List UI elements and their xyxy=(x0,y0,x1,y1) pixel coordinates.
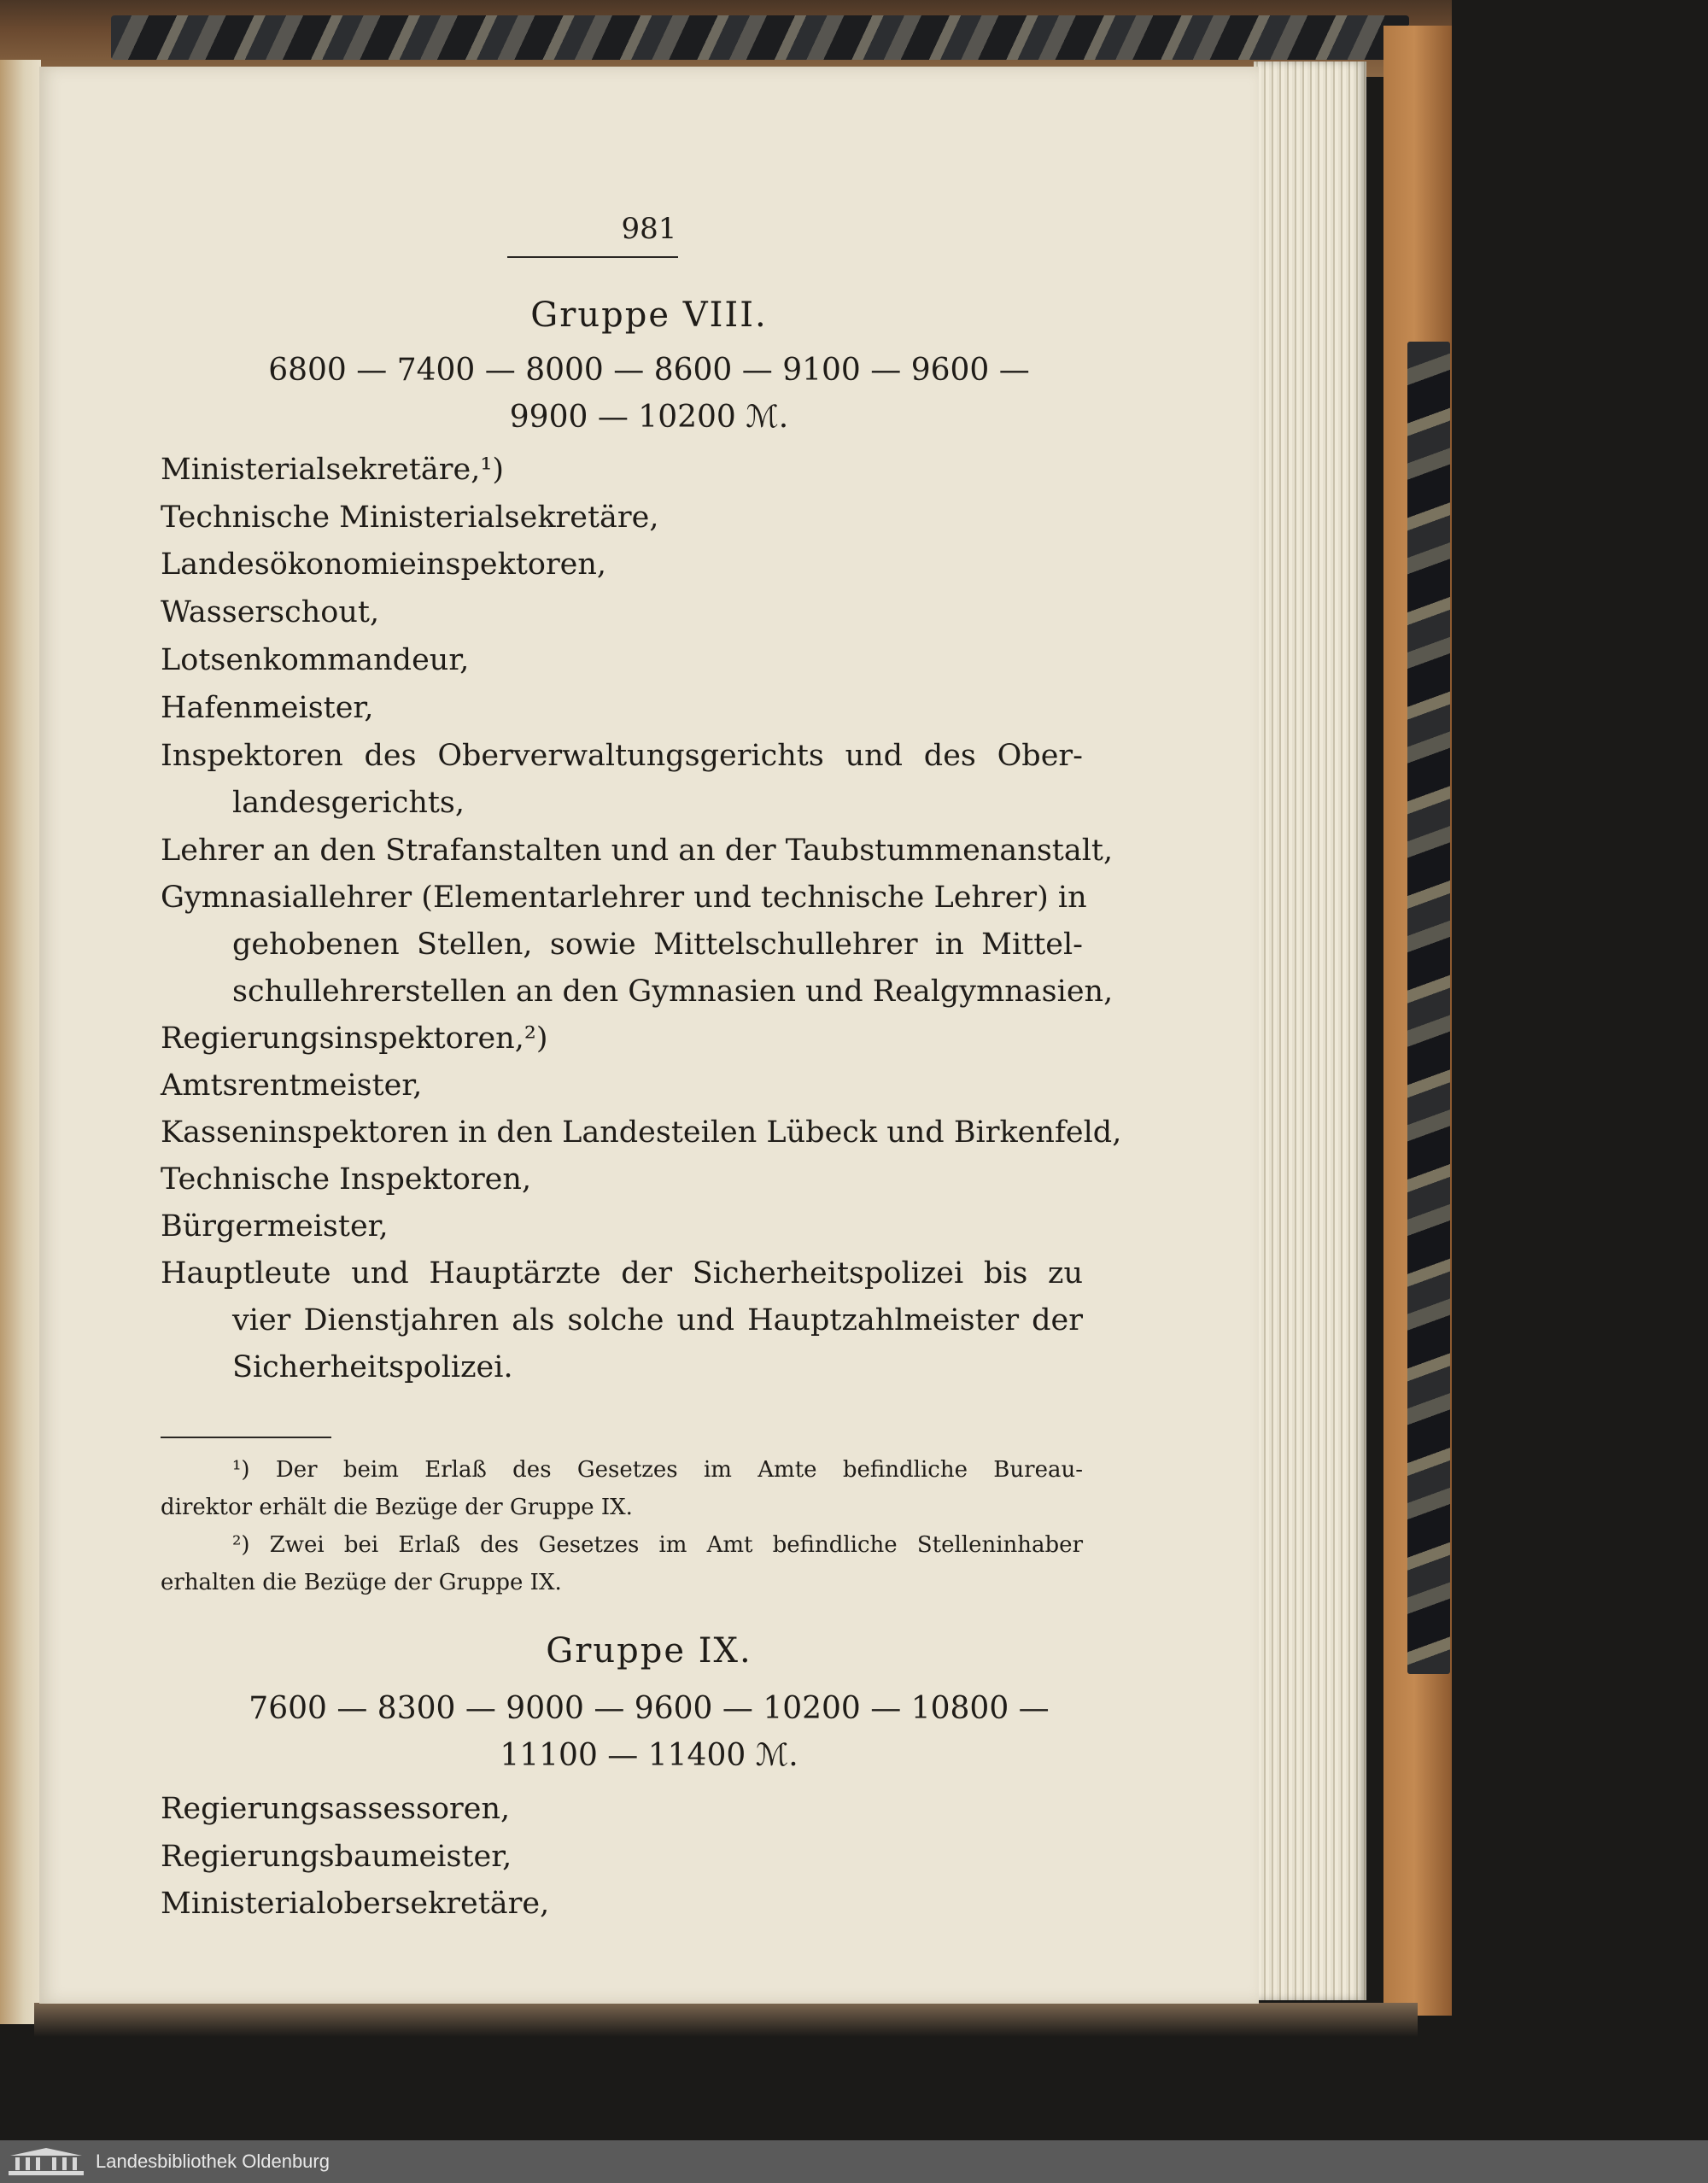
entry-line: Inspektoren des Oberverwaltungsgerichts und des Ober- xyxy=(161,739,1083,773)
entry-line: Lehrer an den Strafanstalten und an der Taubstummenanstalt, xyxy=(161,834,1114,868)
library-building-logo-icon xyxy=(7,2145,85,2178)
group-ix-amounts-line2: 11100 — 11400 ℳ. xyxy=(500,1738,798,1773)
library-name: Landesbibliothek Oldenburg xyxy=(96,2151,330,2172)
entry-line: Amtsrentmeister, xyxy=(161,1068,423,1103)
footnote-rule xyxy=(161,1437,331,1438)
entry-line: Regierungsbaumeister, xyxy=(161,1840,512,1874)
page-block-edges xyxy=(1254,61,1366,2000)
entry-continuation: Sicherheitspolizei. xyxy=(232,1350,513,1384)
entry-line: Technische Inspektoren, xyxy=(161,1162,532,1197)
page xyxy=(39,67,1259,2004)
footnote-line: ¹) Der beim Erlaß des Gesetzes im Amte befindliche Bureau- xyxy=(232,1457,1083,1483)
entry-line: Hafenmeister, xyxy=(161,691,374,725)
bottom-shadow xyxy=(34,2003,1418,2037)
entry-continuation: gehobenen Stellen, sowie Mittelschullehrer in Mittel- xyxy=(232,928,1083,962)
entry-continuation: landesgerichts, xyxy=(232,786,465,820)
entry-continuation: schullehrerstellen an den Gymnasien und Realgymnasien, xyxy=(232,974,1114,1009)
footnote-line: ²) Zwei bei Erlaß des Gesetzes im Amt befindliche Stelleninhaber xyxy=(232,1532,1083,1558)
left-page-edge xyxy=(0,60,41,2024)
entry-line: Gymnasiallehrer (Elementarlehrer und technische Lehrer) in xyxy=(161,881,1087,915)
entry-line: Lotsenkommandeur, xyxy=(161,643,470,677)
entry-line: Technische Ministerialsekretäre, xyxy=(161,500,659,535)
entry-line: Hauptleute und Hauptärzte der Sicherheitspolizei bis zu xyxy=(161,1256,1083,1290)
entry-line: Ministerialobersekretäre, xyxy=(161,1887,550,1921)
entry-line: Ministerialsekretäre,¹) xyxy=(161,453,505,487)
footnote-line: erhalten die Bezüge der Gruppe IX. xyxy=(161,1570,562,1595)
library-footer-bar xyxy=(0,2140,1708,2183)
page-number-rule xyxy=(507,256,678,258)
group-viii-heading: Gruppe VIII. xyxy=(530,296,768,335)
entry-line: Regierungsinspektoren,²) xyxy=(161,1021,548,1056)
entry-line: Wasserschout, xyxy=(161,595,380,629)
entry-line: Kasseninspektoren in den Landesteilen Lübeck und Birkenfeld, xyxy=(161,1115,1122,1150)
group-ix-heading: Gruppe IX. xyxy=(546,1631,752,1671)
marbled-endpaper-top xyxy=(111,15,1409,60)
page-number: 981 xyxy=(621,212,677,246)
marbled-endpaper-right xyxy=(1407,342,1450,1674)
footnote-line: direktor erhält die Bezüge der Gruppe IX. xyxy=(161,1495,633,1520)
group-viii-amounts-line2: 9900 — 10200 ℳ. xyxy=(509,400,789,435)
group-ix-amounts-line1: 7600 — 8300 — 9000 — 9600 — 10200 — 10800 — xyxy=(249,1691,1050,1726)
entry-line: Landesökonomieinspektoren, xyxy=(161,547,607,582)
entry-line: Bürgermeister, xyxy=(161,1209,389,1244)
entry-continuation: vier Dienstjahren als solche und Hauptzahlmeister der xyxy=(232,1303,1083,1337)
entry-line: Regierungsassessoren, xyxy=(161,1792,511,1826)
group-viii-amounts-line1: 6800 — 7400 — 8000 — 8600 — 9100 — 9600 — xyxy=(268,353,1030,388)
